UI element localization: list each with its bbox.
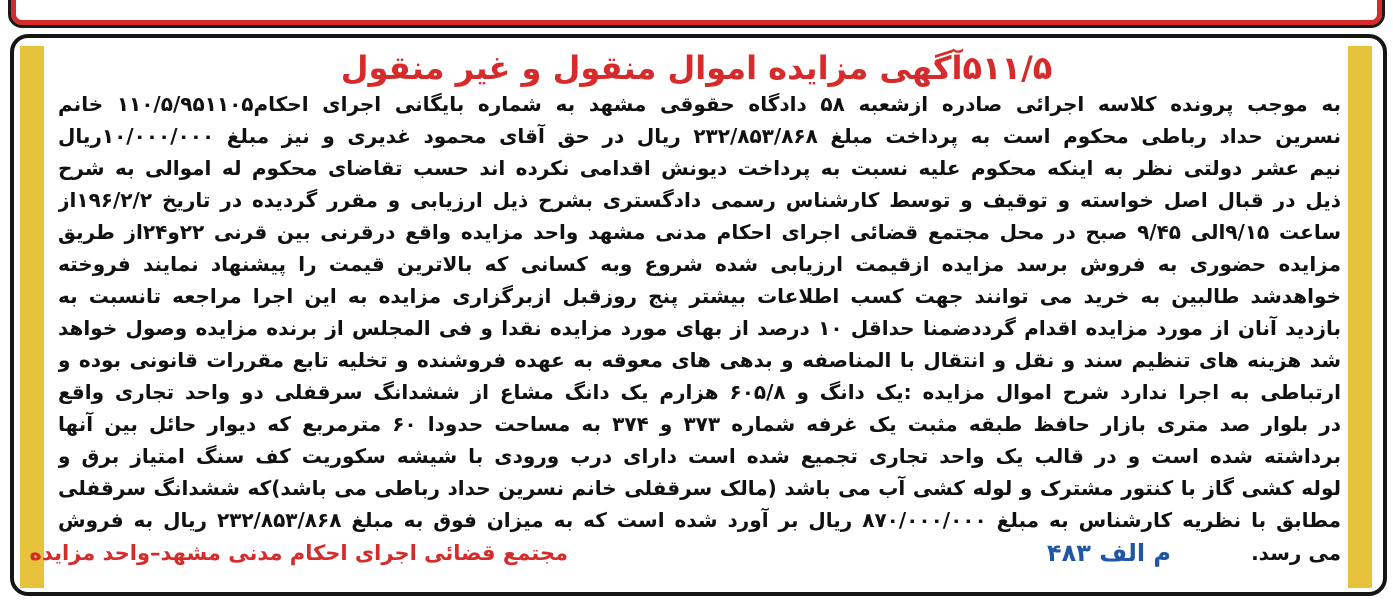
body-line: مزایده حضوری به فروش برسد مزایده ازقیمت ارزیابی شده شروع وبه کسانی که بالاترین قیمت را پیشنهاد نمایند فروخته — [58, 252, 1341, 276]
notice-footer — [29, 536, 1341, 570]
body-line: نیم عشر دولتی نظر به اینکه محکوم علیه نسبت به پرداخت دیونش اقدامی نکرده اند حسب تقاضای محکوم له اموالی به شرح — [58, 156, 1341, 180]
body-line: شد هزینه های تنظیم سند و نقل و انتقال با المناصفه و بدهی های معوقه به عهده فروشنده و تخلیه تابع مقررات قانونی بوده و — [58, 348, 1341, 372]
body-line: لوله کشی گاز با کنتور مشترک و لوله کشی آب می باشد (مالک سرقفلی خانم نسرین حداد رباطی می باشد)که ششدانگ سرقفلی — [58, 476, 1341, 500]
body-last-line: می رسد. — [1251, 541, 1341, 565]
issuer-signature: مجتمع قضائی اجرای احکام مدنی مشهد–واحد مزایده — [29, 541, 568, 565]
notice-title: ۵۱۱/۵آگهی مزایده اموال منقول و غیر منقول — [340, 49, 1053, 87]
body-line: به موجب پرونده کلاسه اجرائی صادره ازشعبه ۵۸ دادگاه حقوقی مشهد به شماره بایگانی اجرای احکام۱۱۰/۵/۹۵۱۱۰۵ خانم — [58, 92, 1341, 116]
notice-body — [58, 88, 1341, 536]
left-accent-stripe — [20, 46, 44, 588]
previous-ad-border — [8, 0, 1385, 28]
body-line: ذیل در قبال اصل خواسته و توقیف و توسط کارشناس رسمی دادگستری بشرح ذیل ارزیابی و مقرر گردیده در تاریخ ۱۹۶/۲/۲از — [58, 188, 1341, 212]
body-line: خواهدشد طالبین به خرید می توانند جهت کسب اطلاعات بیشتر پنج روزقبل ازبرگزاری مزایده به این اجرا مراجعه تانسبت به — [58, 284, 1341, 308]
body-line: برداشته شده است و در قالب یک واحد تجاری تجمیع شده است دارای درب ورودی با شیشه سکوریت کف سنگ امتیاز برق و — [58, 444, 1341, 468]
body-line: در بلوار صد متری بازار حافظ طبقه مثبت یک غرفه شماره ۳۷۳ و ۳۷۴ به مساحت حدودا ۶۰ مترمربع که دیوار حائل بین آنها — [58, 412, 1341, 436]
body-line: نسرین حداد رباطی محکوم است به پرداخت مبلغ ۲۳۲/۸۵۳/۸۶۸ ریال در حق آقای محمود غدیری و نیز مبلغ ۱۰/۰۰۰/۰۰۰ریال — [58, 124, 1341, 148]
body-line: ساعت ۹/۱۵الی ۹/۴۵ صبح در محل مجتمع قضائی اجرای احکام مدنی مشهد واحد مزایده واقع درقرنی بین قرنی ۲۲و۲۴از طریق — [58, 220, 1341, 244]
body-line: ارتباطی به اجرا ندارد شرح اموال مزایده :یک دانگ و ۶۰۵/۸ هزارم یک دانگ مشاع از ششدانگ سرقفلی دو واحد تجاری واقع — [58, 380, 1341, 404]
body-line: مطابق با نظریه کارشناس به مبلغ ۸۷۰/۰۰۰/۰۰۰ ریال بر آورد شده است که به میزان فوق به مبلغ ۲۳۲/۸۵۳/۸۶۸ ریال به فروش — [58, 508, 1341, 532]
right-accent-stripe — [1348, 46, 1372, 588]
body-line: بازدید آنان از مورد مزایده اقدام گرددضمنا حداقل ۱۰ درصد از بهای مورد مزایده نقدا و فی المجلس از برنده مزایده وصول خواهد — [58, 316, 1341, 340]
reference-number: م الف ۴۸۳ — [1046, 539, 1171, 567]
